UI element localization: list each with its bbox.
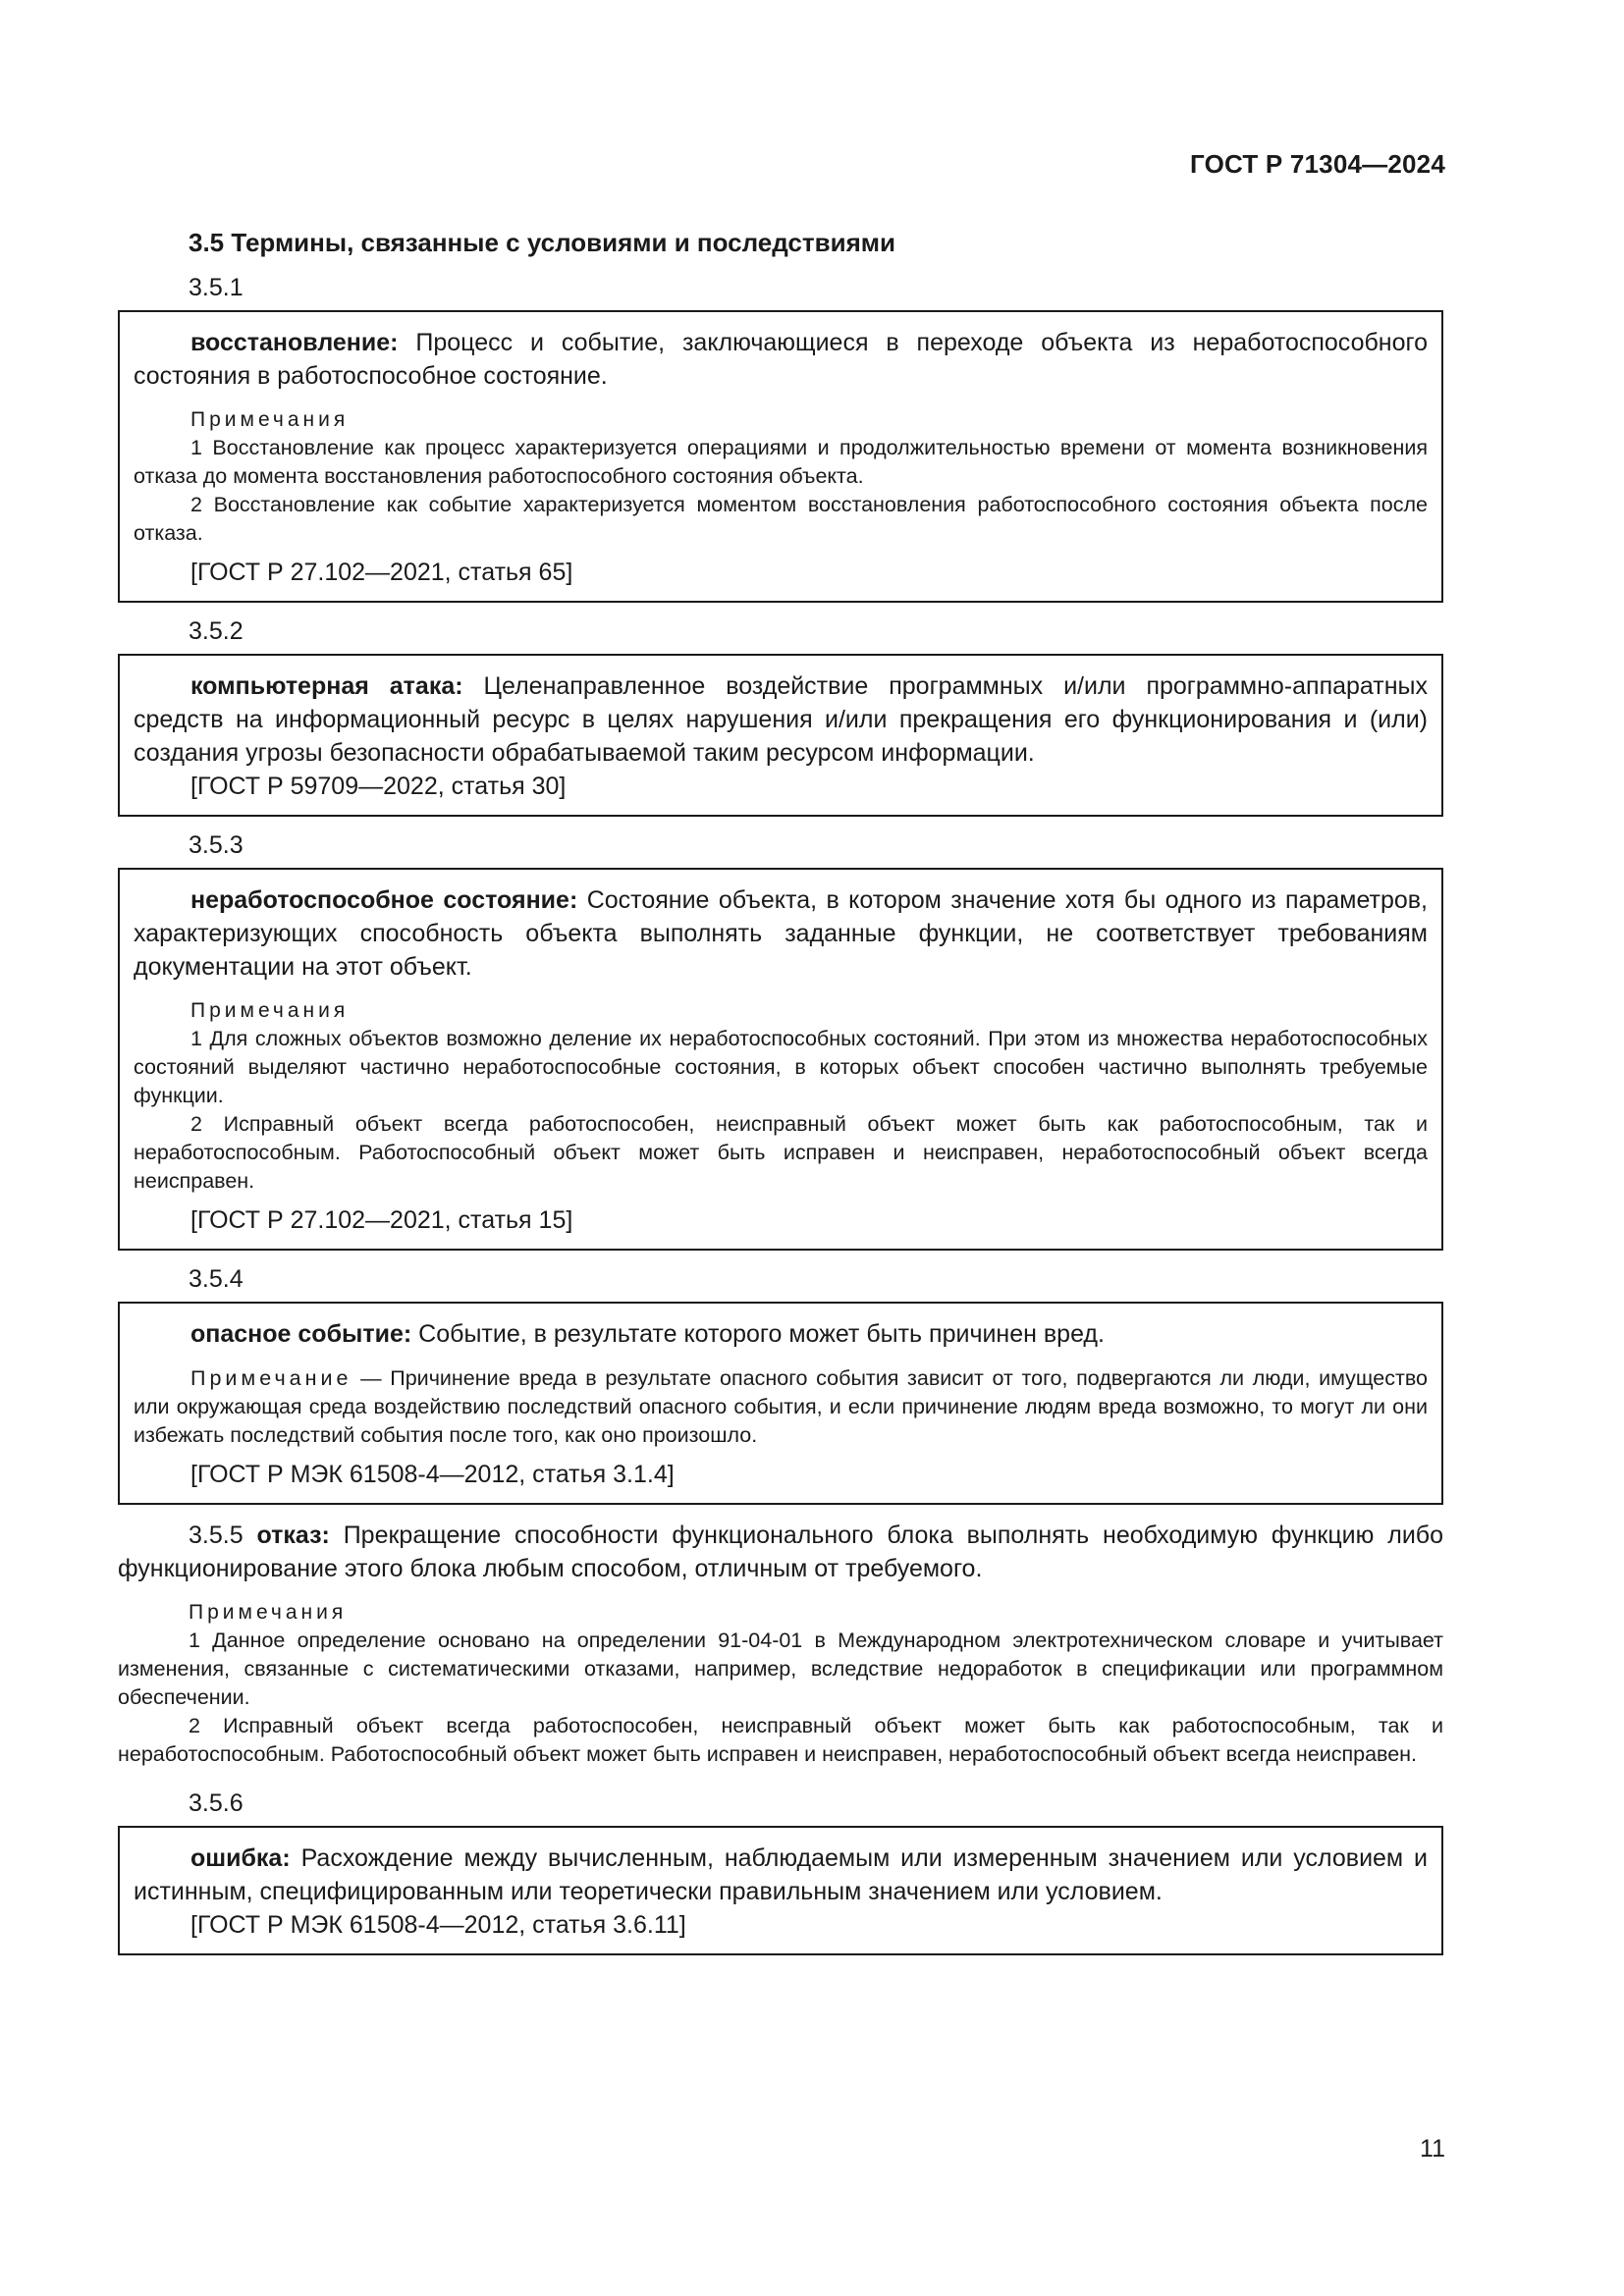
term-name: компьютерная атака:	[190, 672, 463, 700]
document-body	[118, 226, 1443, 1955]
term-number: 3.5.3	[189, 831, 244, 859]
term-name: опасное событие:	[190, 1320, 412, 1348]
note-item: 1 Данное определение основано на определении 91-04-01 в Международном электротехническом словаре и учитывает изменения, связанные с систематическими отказами, например, вследствие недоработок в спецификации или программном обеспечении.	[118, 1629, 1443, 1709]
term-definition: неработоспособное состояние: Состояние объекта, в котором значение хотя бы одного из параметров, характеризующих способность объекта выполнять заданные функции, не соответствует требованиям документации на этот объект.	[134, 886, 1428, 981]
term-definition: ошибка: Расхождение между вычисленным, наблюдаемым или измеренным значением или условием и истинным, специфицированным или теоретически правильным значением или условием.	[134, 1844, 1428, 1905]
term-name: неработоспособное состояние:	[190, 886, 578, 914]
note-item: 1 Для сложных объектов возможно деление их неработоспособных состояний. При этом из множества неработоспособных состояний выделяют частично неработоспособные состояния, в которых объект способен частично выполнять требуемые функции.	[134, 1027, 1428, 1107]
term-source: [ГОСТ Р 27.102—2021, статья 15]	[190, 1206, 573, 1234]
term-source: [ГОСТ Р 27.102—2021, статья 65]	[190, 559, 573, 586]
term-source: [ГОСТ Р МЭК 61508-4—2012, статья 3.1.4]	[190, 1461, 675, 1488]
term-box	[118, 1826, 1443, 1955]
term-number: 3.5.5	[189, 1522, 244, 1549]
term-number: 3.5.4	[189, 1265, 244, 1293]
note-item: Примечание — Причинение вреда в результате опасного события зависит от того, подвергаются ли люди, имущество или окружающая среда воздействию последствий опасного события, и если причинение людям вреда возможно, то могут ли они избежать последствий события после того, как оно произошло.	[134, 1366, 1428, 1447]
term-name: ошибка:	[190, 1844, 291, 1872]
term-source: [ГОСТ Р 59709—2022, статья 30]	[190, 773, 567, 800]
note-label: Примечание	[190, 1366, 352, 1390]
term-box	[118, 1302, 1443, 1505]
term-number: 3.5.2	[189, 617, 244, 645]
note-item: 2 Исправный объект всегда работоспособен, неисправный объект может быть как работоспособным, так и неработоспособным. Работоспособный объект может быть исправен и неисправен, неработоспособный объект всегда неисправен.	[118, 1714, 1443, 1766]
term-definition: опасное событие: Событие, в результате которого может быть причинен вред.	[190, 1320, 1105, 1348]
term-number: 3.5.6	[189, 1789, 244, 1817]
notes-label: Примечания	[189, 1601, 348, 1624]
term-box	[118, 868, 1443, 1251]
term-number: 3.5.1	[189, 274, 244, 301]
page-number: 11	[1420, 2135, 1445, 2163]
note-item: 1 Восстановление как процесс характеризуется операциями и продолжительностью времени от момента возникновения отказа до момента восстановления работоспособного состояния объекта.	[134, 436, 1428, 488]
notes-label: Примечания	[190, 999, 350, 1022]
notes-label: Примечания	[190, 408, 350, 431]
term-definition: компьютерная атака: Целенаправленное воздействие программных и/или программно-аппаратных средств на информационный ресурс в целях нарушения и/или прекращения его функционирования и (или) создания угрозы безопасности обрабатываемой таким ресурсом информации.	[134, 672, 1429, 767]
term-source: [ГОСТ Р МЭК 61508-4—2012, статья 3.6.11]	[190, 1911, 686, 1939]
term-definition: восстановление: Процесс и событие, заключающиеся в переходе объекта из неработоспособного состояния в работоспособное состояние.	[134, 329, 1428, 390]
term-name: восстановление:	[190, 329, 399, 356]
term-box	[118, 310, 1443, 603]
term-name: отказ:	[256, 1522, 330, 1549]
term-box	[118, 654, 1443, 817]
note-item: 2 Восстановление как событие характеризуется моментом восстановления работоспособного состояния объекта после отказа.	[134, 493, 1428, 545]
term-definition: 3.5.5 отказ: Прекращение способности функционального блока выполнять необходимую функцию либо функционирование этого блока любым способом, отличным от требуемого.	[118, 1522, 1444, 1582]
section-title: 3.5 Термины, связанные с условиями и последствиями	[189, 228, 895, 257]
document-header: ГОСТ Р 71304—2024	[1190, 149, 1445, 179]
note-item: 2 Исправный объект всегда работоспособен, неисправный объект может быть как работоспособным, так и неработоспособным. Работоспособный объект может быть исправен и неисправен, неработоспособный объект всегда неисправен.	[134, 1112, 1428, 1193]
